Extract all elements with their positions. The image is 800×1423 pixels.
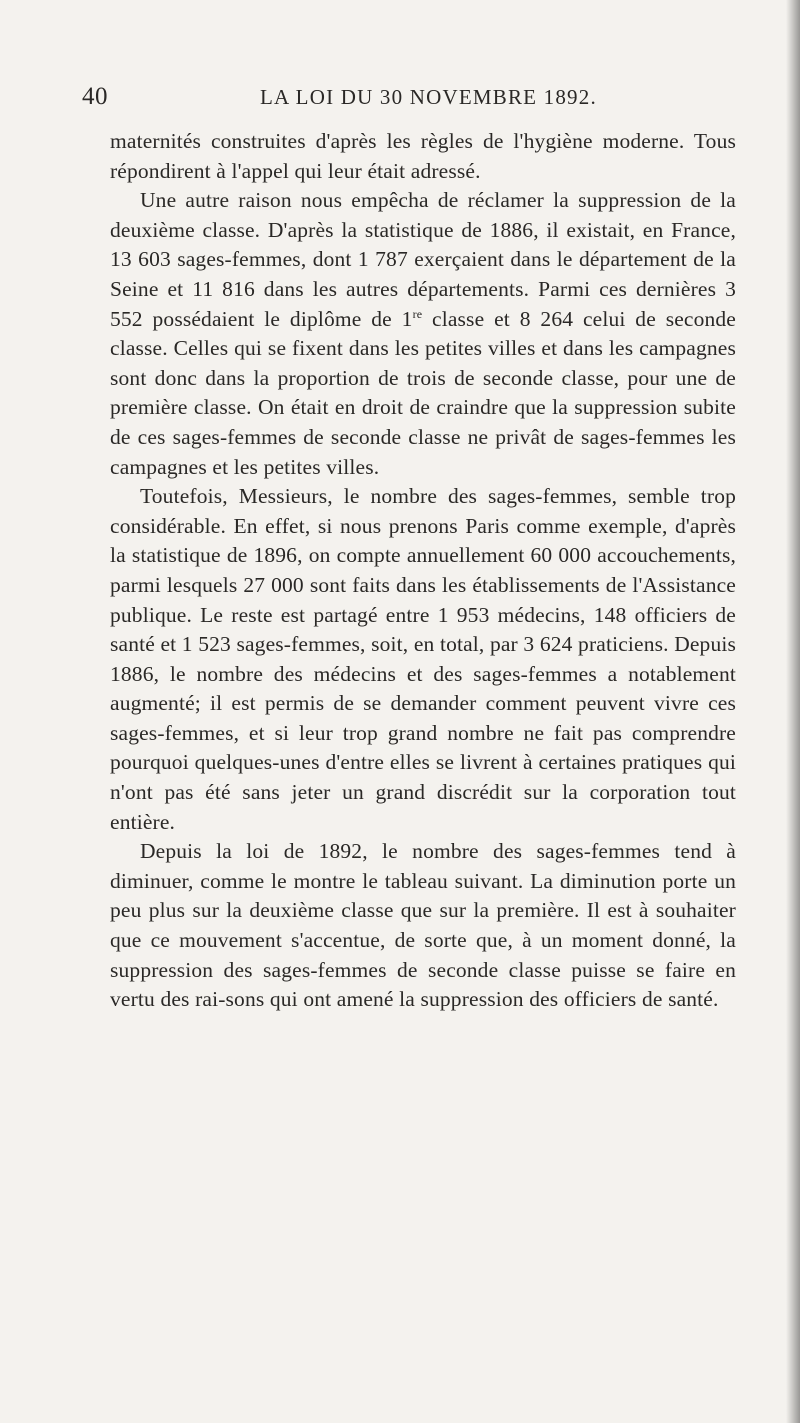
paragraph-law-1892: Depuis la loi de 1892, le nombre des sages-femmes tend à diminuer, comme le montre le tableau suivant. La diminution porte un peu plus sur la deuxième classe que sur la première. Il est à souhaiter que ce mouvement s'accentue, de sorte que, à un moment donné, la suppression des sages-femmes de seconde classe puisse se faire en vertu des rai-sons qui ont amené la suppression des officiers de santé. [110,839,736,1012]
page-header [82,83,730,119]
paragraph-statistics-1886 [110,186,736,482]
superscript-ordinal: re [412,306,423,321]
paragraph-continuation: maternités construites d'après les règles de l'hygiène moderne. Tous répondirent à l'appel qui leur était adressé. [110,129,736,183]
paragraph-text: Une autre raison nous empêcha de réclamer la suppression de la deuxième classe. D'après la statistique de 1886, il existait, en France, 13 603 sages-femmes, dont 1 787 exerçaient dans le département de la Seine et 11 816 dans les autres départements. Parmi ces dernières 3 552 possédaient le diplôme de 1 [110,188,736,331]
body-text [110,127,736,1015]
paragraph-paris-example: Toutefois, Messieurs, le nombre des sages-femmes, semble trop considérable. En effet, si nous prenons Paris comme exemple, d'après la statistique de 1896, on compte annuellement 60 000 accouchements, parmi lesquels 27 000 sont faits dans les établissements de l'Assistance publique. Le reste est partagé entre 1 953 médecins, 148 officiers de santé et 1 523 sages-femmes, soit, en total, par 3 624 praticiens. Depuis 1886, le nombre des médecins et des sages-femmes a notablement augmenté; il est permis de se demander comment peuvent vivre ces sages-femmes, et si leur trop grand nombre ne fait pas comprendre pourquoi quelques-unes d'entre elles se livrent à certaines pratiques qui n'ont pas été sans jeter un grand discrédit sur la corporation tout entière. [110,484,736,834]
running-title: LA LOI DU 30 NOVEMBRE 1892. [260,85,597,109]
paragraph-text: classe et 8 264 celui de seconde classe. Celles qui se fixent dans les petites villes et dans les campagnes sont donc dans la proportion de trois de seconde classe, pour une de première classe. On était en droit de craindre que la suppression subite de ces sages-femmes de seconde classe ne privât de sages-femmes les campagnes et les petites villes. [110,306,737,479]
page-edge-shadow [786,0,800,1423]
page-number: 40 [82,83,108,110]
